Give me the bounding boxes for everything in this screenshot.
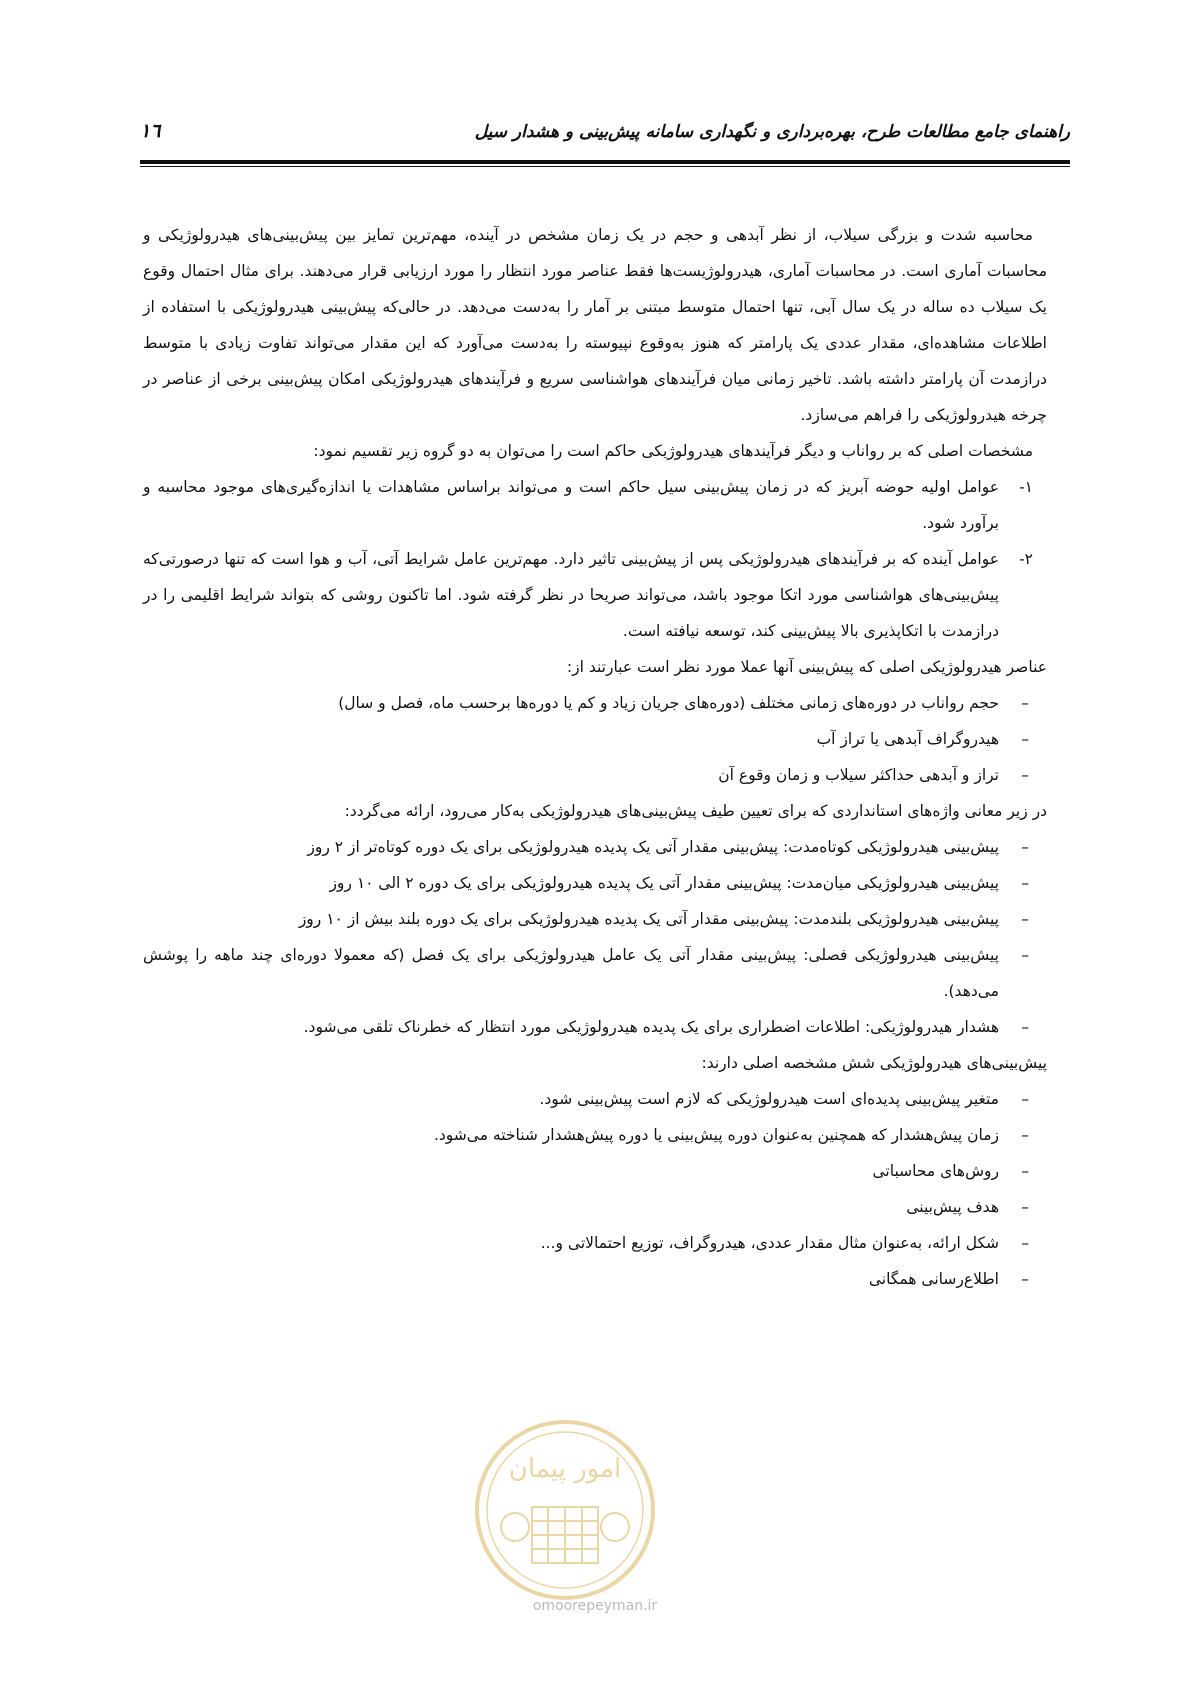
paragraph-intro: محاسبه شدت و بزرگی سیلاب، از نظر آبدهی و حجم در یک زمان مشخص در آینده، مهم‌ترین تمایز بین پیش‌بینی‌های هیدرولوژیکی و محاسبات آماری است. در محاسبات آماری، هیدرولوژیست‌ها فقط عناصر مورد انتظار را مورد ارزیابی قرار می‌دهند. برای مثال احتمال وقوع یک سیلاب ده ساله در یک سال آبی، تنها احتمال متوسط مبتنی بر آمار را به‌دست می‌دهد. در حالی‌که پیش‌بینی هیدرولوژیکی با استفاده از اطلاعات مشاهده‌ای، مقدار عددی یک پارامتر که هنوز به‌وقوع نپیوسته را به‌دست می‌آورد که این مقدار می‌تواند تفاوت زیادی با متوسط درازمدت آن پارامتر داشته باشد. تاخیر زمانی میان فرآیندهای هواشناسی سریع و فرآیندهای هیدرولوژیکی امکان پیش‌بینی برخی از عناصر در چرخه هیدرولوژیکی را فراهم می‌سازد. (143, 226, 1047, 424)
list-item: – پیش‌بینی هیدرولوژیکی کوتاه‌مدت: پیش‌بینی مقدار آتی یک پدیده هیدرولوژیکی برای یک دوره کوتاه‌تر از ٢ روز (143, 829, 1047, 865)
dash-bullet: – (1021, 694, 1029, 712)
numbered-item (143, 541, 1047, 649)
dash-bullet: – (1021, 1126, 1029, 1144)
item-text: عوامل آینده که بر فرآیندهای هیدرولوژیکی پس از پیش‌بینی تاثیر دارد. مهم‌ترین عامل شرایط آتی، آب و هوا است که تنها درصورتی‌که پیش‌بینی‌های هواشناسی مورد اتکا موجود باشد، می‌تواند صریحا در نظر گرفته شود. اما تاکنون روشی که بتواند شرایط اقلیمی را در درازمدت با اتکاپذیری بالا پیش‌بینی کند، توسعه نیافته است. (143, 550, 999, 640)
paragraph-elements-intro: عناصر هیدرولوژیکی اصلی که پیش‌بینی آنها عملا مورد نظر است عبارتند از: (566, 658, 1047, 676)
dash-bullet: – (1021, 874, 1029, 892)
list-item: – حجم رواناب در دوره‌های زمانی مختلف (دوره‌های جریان زیاد و کم یا دوره‌ها برحسب ماه، فصل و سال) (143, 685, 1047, 721)
running-header-title: راهنمای جامع مطالعات طرح، بهره‌برداری و نگهداری سامانه پیش‌بینی و هشدار سیل (474, 122, 1070, 142)
list-item: – تراز و آبدهی حداکثر سیلاب و زمان وقوع آن (143, 757, 1047, 793)
item-text: عوامل اولیه حوضه آبریز که در زمان پیش‌بینی سیل حاکم است و می‌تواند براساس مشاهدات یا اندازه‌گیری‌های موجود محاسبه و برآورد شود. (143, 478, 999, 532)
dash-bullet: – (1021, 1234, 1029, 1252)
watermark-seal-icon (470, 1415, 660, 1605)
dash-bullet: – (1021, 1018, 1029, 1036)
paragraph-terms-intro: در زیر معانی واژه‌های استانداردی که برای تعیین طیف پیش‌بینی‌های هیدرولوژیکی به‌کار می‌رود، ارائه می‌گردد: (344, 802, 1047, 820)
dash-bullet: – (1021, 1270, 1029, 1288)
dash-bullet: – (1021, 730, 1029, 748)
dash-bullet: – (1021, 838, 1029, 856)
dash-bullet: – (1021, 1162, 1029, 1180)
list-item: – هدف پیش‌بینی (143, 1189, 1047, 1225)
watermark-text: امور پیمان (508, 1454, 622, 1484)
list-item: – متغیر پیش‌بینی پدیده‌ای است هیدرولوژیکی که لازم است پیش‌بینی شود. (143, 1081, 1047, 1117)
dash-bullet: – (1021, 766, 1029, 784)
page-body (143, 217, 1047, 1297)
page-header (140, 118, 1070, 154)
dash-bullet: – (1021, 1198, 1029, 1216)
list-item: – پیش‌بینی هیدرولوژیکی بلندمدت: پیش‌بینی مقدار آتی یک پدیده هیدرولوژیکی برای یک دوره بلند بیش از ١٠ روز (143, 901, 1047, 937)
item-number: ١- (1019, 478, 1033, 496)
header-rule-thin (140, 166, 1070, 167)
numbered-item (143, 469, 1047, 541)
list-item: – زمان پیش‌هشدار که همچنین به‌عنوان دوره پیش‌بینی یا دوره پیش‌هشدار شناخته می‌شود. (143, 1117, 1047, 1153)
list-item: – هیدروگراف آبدهی یا تراز آب (143, 721, 1047, 757)
list-item: – اطلاع‌رسانی همگانی (143, 1261, 1047, 1297)
list-item: – شکل ارائه، به‌عنوان مثال مقدار عددی، هیدروگراف، توزیع احتمالاتی و... (143, 1225, 1047, 1261)
list-item: – پیش‌بینی هیدرولوژیکی فصلی: پیش‌بینی مقدار آتی یک عامل هیدرولوژیکی برای یک فصل (که معمولا دوره‌ای چند ماهه را پوشش می‌دهد). (143, 937, 1047, 1009)
paragraph-characteristics-intro: مشخصات اصلی که بر رواناب و دیگر فرآیندهای هیدرولوژیکی حاکم است را می‌توان به دو گروه زیر تقسیم نمود: (313, 442, 1033, 460)
page-number: ١٦ (140, 120, 161, 142)
list-item: – روش‌های محاسباتی (143, 1153, 1047, 1189)
dash-bullet: – (1021, 910, 1029, 928)
dash-bullet: – (1021, 946, 1029, 964)
dash-bullet: – (1021, 1090, 1029, 1108)
item-number: ٢- (1019, 550, 1033, 568)
paragraph-six-characteristics: پیش‌بینی‌های هیدرولوژیکی شش مشخصه اصلی دارند: (701, 1054, 1047, 1072)
watermark-url: omoorepeyman.ir (532, 1598, 658, 1614)
list-item: – پیش‌بینی هیدرولوژیکی میان‌مدت: پیش‌بینی مقدار آتی یک پدیده هیدرولوژیکی برای یک دوره ٢ الی ١٠ روز (143, 865, 1047, 901)
list-item: – هشدار هیدرولوژیکی: اطلاعات اضطراری برای یک پدیده هیدرولوژیکی مورد انتظار که خطرناک تلقی می‌شود. (143, 1009, 1047, 1045)
header-rule-thick (140, 160, 1070, 164)
